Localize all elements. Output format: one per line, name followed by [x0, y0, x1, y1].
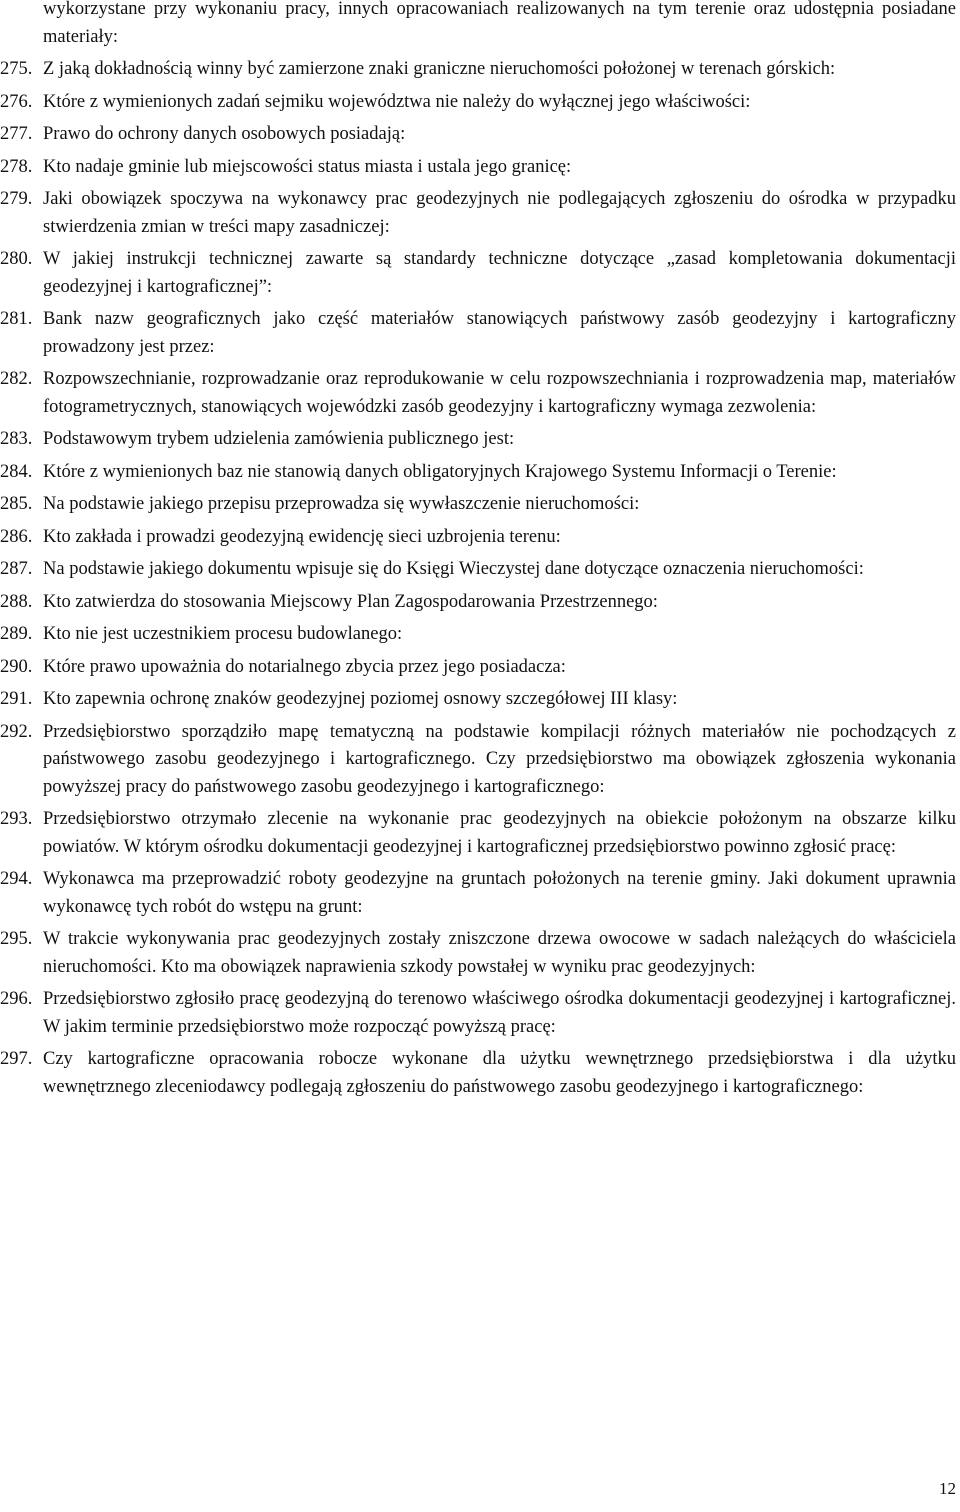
question-text: Które z wymienionych zadań sejmiku województwa nie należy do wyłącznej jego właściwości: — [43, 91, 751, 112]
question-number: 286. — [0, 526, 33, 547]
question-item — [0, 866, 958, 921]
question-item — [0, 306, 958, 361]
question-item — [0, 621, 958, 649]
question-number: 296. — [0, 989, 33, 1009]
continued-question — [0, 0, 958, 51]
question-number: 287. — [0, 559, 33, 579]
question-text: Na podstawie jakiego dokumentu wpisuje się do Księgi Wieczystej dane dotyczące oznaczenia nieruchomości: — [43, 559, 864, 579]
question-text: Które z wymienionych baz nie stanowią danych obligatoryjnych Krajowego Systemu Informacji o Terenie: — [43, 461, 837, 482]
question-item — [0, 686, 958, 714]
question-text: Bank nazw geograficznych jako część materiałów stanowiących państwowy zasób geodezyjny i kartograficzny prowadzony jest przez: — [43, 309, 956, 357]
question-text: Wykonawca ma przeprowadzić roboty geodezyjne na gruntach położonych na terenie gminy. Jaki dokument uprawnia wykonawcę tych robót do wstępu na grunt: — [43, 869, 956, 917]
question-text: Na podstawie jakiego przepisu przeprowadza się wywłaszczenie nieruchomości: — [43, 494, 640, 514]
question-number: 295. — [0, 929, 33, 949]
question-number: 280. — [0, 249, 33, 269]
question-text: Kto zakłada i prowadzi geodezyjną ewidencję sieci uzbrojenia terenu: — [43, 526, 561, 547]
question-number: 282. — [0, 369, 33, 389]
question-text: Prawo do ochrony danych osobowych posiadają: — [43, 124, 406, 144]
question-item — [0, 806, 958, 861]
question-number: 281. — [0, 309, 33, 329]
question-number: 277. — [0, 124, 33, 144]
question-number: 292. — [0, 721, 33, 742]
question-number: 279. — [0, 189, 33, 209]
question-number: 288. — [0, 591, 33, 612]
question-item — [0, 556, 958, 584]
question-number: 285. — [0, 494, 33, 514]
question-number: 294. — [0, 869, 33, 889]
question-number: 278. — [0, 156, 33, 177]
question-item — [0, 121, 958, 149]
question-number: 284. — [0, 461, 33, 482]
question-text: Przedsiębiorstwo sporządziło mapę tematyczną na podstawie kompilacji różnych materiałów nie pochodzących z państwowego zasobu geodezyjnego i kartograficznego. Czy przedsiębiorstwo ma obowiązek zgłoszenia wykonania powyższej pracy do państwowego zasobu geodezyjnego i kartograficznego: — [43, 721, 956, 797]
question-text: Kto zatwierdza do stosowania Miejscowy Plan Zagospodarowania Przestrzennego: — [43, 591, 658, 612]
continued-question-text: wykorzystane przy wykonaniu pracy, innych opracowaniach realizowanych na tym terenie oraz udostępnia posiadane materiały: — [43, 0, 956, 47]
question-item — [0, 186, 958, 241]
question-text: W jakiej instrukcji technicznej zawarte są standardy techniczne dotyczące „zasad kompletowania dokumentacji geodezyjnej i kartograficznej”: — [43, 249, 956, 297]
question-text: W trakcie wykonywania prac geodezyjnych zostały zniszczone drzewa owocowe w sadach należących do właściciela nieruchomości. Kto ma obowiązek naprawienia szkody powstałej w wyniku prac geodezyjnych: — [43, 929, 956, 977]
question-item — [0, 1046, 958, 1101]
question-item — [0, 426, 958, 454]
question-text: Kto nadaje gminie lub miejscowości status miasta i ustala jego granicę: — [43, 156, 572, 177]
question-number: 297. — [0, 1049, 33, 1069]
question-item — [0, 154, 958, 182]
question-text: Kto nie jest uczestnikiem procesu budowlanego: — [43, 624, 403, 644]
question-number: 275. — [0, 59, 33, 79]
question-item — [0, 654, 958, 682]
question-text: Jaki obowiązek spoczywa na wykonawcy prac geodezyjnych nie podlegających zgłoszeniu do ośrodka w przypadku stwierdzenia zmian w treści mapy zasadniczej: — [43, 189, 956, 237]
page-number: 12 — [939, 1479, 956, 1498]
question-item — [0, 366, 958, 421]
question-text: Kto zapewnia ochronę znaków geodezyjnej poziomej osnowy szczegółowej III klasy: — [43, 689, 678, 709]
question-text: Podstawowym trybem udzielenia zamówienia publicznego jest: — [43, 429, 515, 449]
question-item — [0, 491, 958, 519]
question-text: Czy kartograficzne opracowania robocze wykonane dla użytku wewnętrznego przedsiębiorstwa i dla użytku wewnętrznego zleceniodawcy podlegają zgłoszeniu do państwowego zasobu geodezyjnego i kartograficznego: — [43, 1049, 956, 1097]
question-number: 289. — [0, 624, 33, 644]
question-item — [0, 986, 958, 1041]
question-item — [0, 89, 958, 117]
question-item — [0, 459, 958, 487]
question-text: Przedsiębiorstwo zgłosiło pracę geodezyjną do terenowo właściwego ośrodka dokumentacji geodezyjnej i kartograficznej. W jakim terminie przedsiębiorstwo może rozpocząć powyższą pracę: — [43, 989, 956, 1037]
question-item — [0, 926, 958, 981]
question-number: 290. — [0, 656, 33, 677]
question-text: Rozpowszechnianie, rozprowadzanie oraz reprodukowanie w celu rozpowszechniania i rozprowadzenia map, materiałów fotogrametrycznych, stanowiących wojewódzki zasób geodezyjny i kartograficzny wymaga zezwolenia: — [43, 369, 956, 417]
question-number: 293. — [0, 809, 33, 829]
question-item — [0, 56, 958, 84]
question-text: Z jaką dokładnością winny być zamierzone znaki graniczne nieruchomości położonej w terenach górskich: — [43, 59, 836, 79]
question-number: 283. — [0, 429, 33, 449]
question-text: Które prawo upoważnia do notarialnego zbycia przez jego posiadacza: — [43, 656, 566, 677]
question-item — [0, 246, 958, 301]
question-number: 276. — [0, 91, 33, 112]
question-item — [0, 524, 958, 552]
question-text: Przedsiębiorstwo otrzymało zlecenie na wykonanie prac geodezyjnych na obiekcie położonym na obszarze kilku powiatów. W którym ośrodku dokumentacji geodezyjnej i kartograficznej przedsiębiorstwo powinno zgłosić pracę: — [43, 809, 956, 857]
question-item — [0, 719, 958, 802]
question-number: 291. — [0, 689, 33, 709]
question-item — [0, 589, 958, 617]
